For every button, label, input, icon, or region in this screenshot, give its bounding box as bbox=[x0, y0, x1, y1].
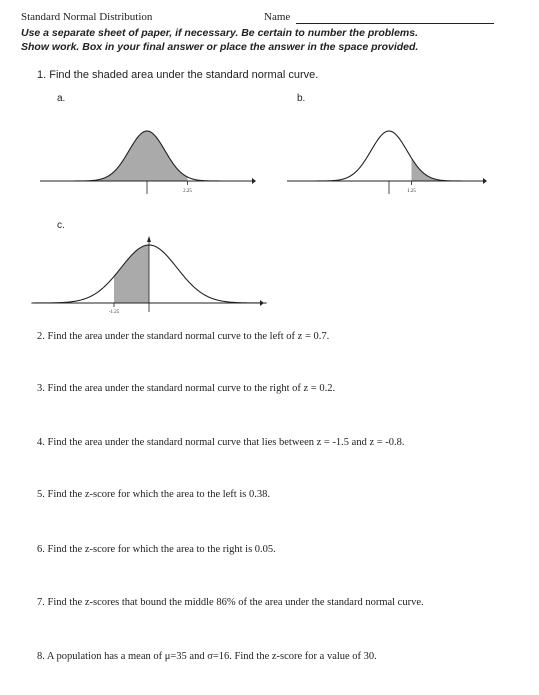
worksheet-title: Standard Normal Distribution bbox=[21, 11, 153, 23]
question-8: 8. A population has a mean of μ=35 and σ=16. Find the z-score for a value of 30. bbox=[37, 651, 377, 662]
bell-curve-b bbox=[313, 131, 464, 181]
instruction-line-2: Show work. Box in your final answer or place the answer in the space provided. bbox=[21, 41, 419, 53]
question-4: 4. Find the area under the standard normal curve that lies between z = -1.5 and z = -0.8. bbox=[37, 437, 405, 448]
normal-curve-a bbox=[40, 126, 255, 202]
shaded-region-a bbox=[71, 131, 187, 181]
normal-curve-c bbox=[49, 236, 264, 320]
question-1: 1. Find the shaded area under the standard normal curve. bbox=[37, 69, 319, 81]
normal-curve-b bbox=[287, 126, 487, 202]
part-c-label: c. bbox=[57, 220, 65, 231]
question-6: 6. Find the z-score for which the area to the right is 0.05. bbox=[37, 544, 276, 555]
shaded-region-c bbox=[114, 245, 149, 303]
question-7: 7. Find the z-scores that bound the middle 86% of the area under the standard normal curve. bbox=[37, 597, 424, 608]
name-label: Name bbox=[264, 11, 291, 23]
part-b-label: b. bbox=[297, 93, 306, 104]
question-5: 5. Find the z-score for which the area to the left is 0.38. bbox=[37, 489, 270, 500]
question-2: 2. Find the area under the standard normal curve to the left of z = 0.7. bbox=[37, 331, 330, 342]
name-blank-line bbox=[296, 23, 494, 24]
part-a-label: a. bbox=[57, 93, 66, 104]
tick-label-b: 1.25 bbox=[407, 189, 416, 194]
question-3: 3. Find the area under the standard normal curve to the right of z = 0.2. bbox=[37, 383, 336, 394]
instruction-line-1: Use a separate sheet of paper, if necessary. Be certain to number the problems. bbox=[21, 27, 419, 39]
tick-label-a: 2.25 bbox=[183, 189, 192, 194]
tick-label-c: -1.25 bbox=[108, 310, 120, 315]
